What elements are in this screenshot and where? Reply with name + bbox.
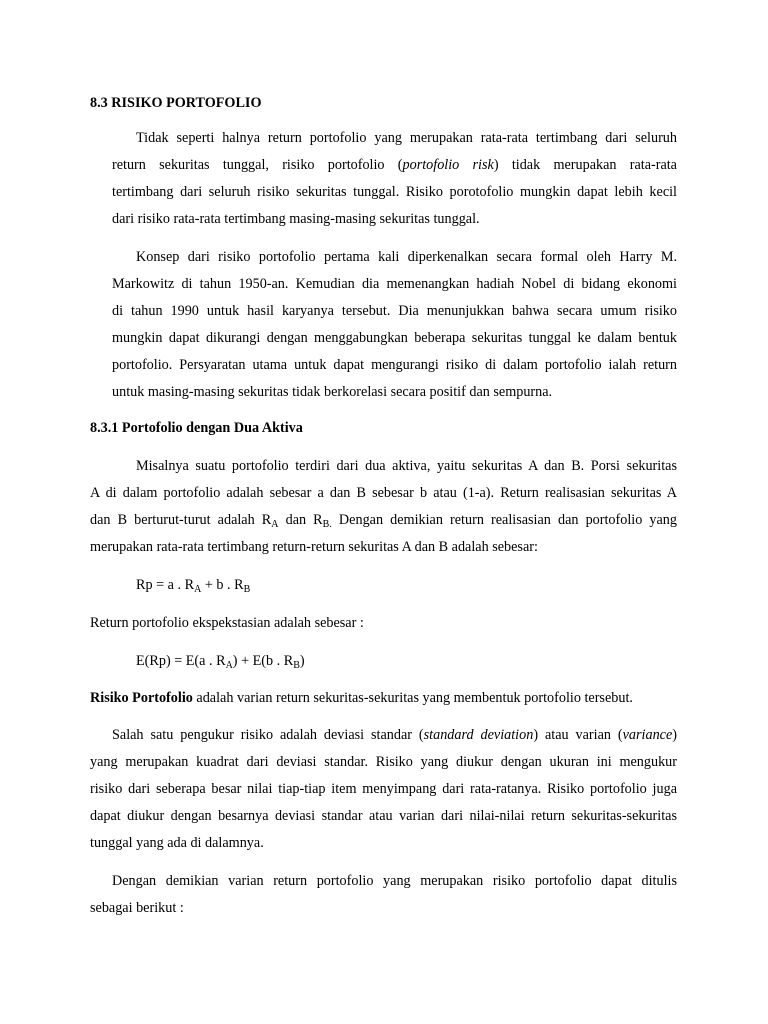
paragraph-line: risiko dari seberapa besar nilai tiap-tiap item menyimpang dari rata-ratanya. Risiko portofolio juga <box>90 781 677 797</box>
term-bold: Risiko Portofolio <box>90 690 193 706</box>
paragraph-line: merupakan rata-rata tertimbang return-return sekuritas A dan B adalah sebesar: <box>90 539 538 555</box>
paragraph-line: sebagai berikut : <box>90 900 184 916</box>
paragraph-line: untuk masing-masing sekuritas tidak berkorelasi secara positif dan sempurna. <box>112 384 553 400</box>
paragraph-line: A di dalam portofolio adalah sebesar a dan B sebesar b atau (1-a). Return realisasian sekuritas A <box>90 485 677 501</box>
paragraph-line: dan B berturut-turut adalah $R_A$ dan $R_{B.}$ Dengan demikian return realisasian dan portofolio yang <box>90 512 677 530</box>
paragraph-line: tunggal yang ada di dalamnya. <box>90 835 264 851</box>
paragraph-line: Misalnya suatu portofolio terdiri dari dua aktiva, yaitu sekuritas A dan B. Porsi sekuritas <box>136 458 677 474</box>
paragraph-line: Konsep dari risiko portofolio pertama kali diperkenalkan secara formal oleh Harry M. <box>136 249 677 265</box>
formula-expected-return: E(Rp) = E(a . $R_A) + E(b$ . $R_B$) <box>136 653 305 671</box>
formula-return: Rp = a . $R_A + b$ . $R_B$ <box>136 577 251 595</box>
paragraph-line: di tahun 1990 untuk hasil karyanya tersebut. Dia menunjukkan bahwa secara umum risiko <box>112 303 677 319</box>
paragraph-line: yang merupakan kuadrat dari deviasi standar. Risiko yang diukur dengan ukuran ini mengukur <box>90 754 677 770</box>
paragraph-line: dari risiko rata-rata tertimbang masing-masing sekuritas tunggal. <box>112 211 480 227</box>
subsection-heading: 8.3.1 Portofolio dengan Dua Aktiva <box>90 420 303 436</box>
section-heading: 8.3 RISIKO PORTOFOLIO <box>90 95 262 111</box>
paragraph-line: return sekuritas tunggal, risiko portofolio (portofolio risk) tidak merupakan rata-rata <box>112 157 677 173</box>
paragraph-line: Markowitz di tahun 1950-an. Kemudian dia memenangkan hadiah Nobel di bidang ekonomi <box>112 276 677 292</box>
paragraph-line: dapat diukur dengan besarnya deviasi standar atau varian dari nilai-nilai return sekuritas-sekuritas <box>90 808 677 824</box>
risk-definition: Risiko Portofolio adalah varian return sekuritas-sekuritas yang membentuk portofolio tersebut. <box>90 690 633 706</box>
paragraph-line: tertimbang dari seluruh risiko sekuritas tunggal. Risiko porotofolio mungkin dapat lebih kecil <box>112 184 677 200</box>
paragraph-line: Salah satu pengukur risiko adalah deviasi standar (standard deviation) atau varian (variance) <box>112 727 677 743</box>
term-italic: standard deviation <box>423 727 534 743</box>
term-italic: portofolio risk <box>402 157 494 173</box>
term-italic: variance <box>622 727 673 743</box>
paragraph-line: mungkin dapat dikurangi dengan menggabungkan beberapa sekuritas tunggal ke dalam bentuk <box>112 330 677 346</box>
paragraph-line: Return portofolio ekspekstasian adalah sebesar : <box>90 615 364 631</box>
paragraph-line: Dengan demikian varian return portofolio yang merupakan risiko portofolio dapat ditulis <box>112 873 677 889</box>
paragraph-line: portofolio. Persyaratan utama untuk dapat mengurangi risiko di dalam portofolio ialah return <box>112 357 677 373</box>
paragraph-line: Tidak seperti halnya return portofolio yang merupakan rata-rata tertimbang dari seluruh <box>136 130 677 146</box>
